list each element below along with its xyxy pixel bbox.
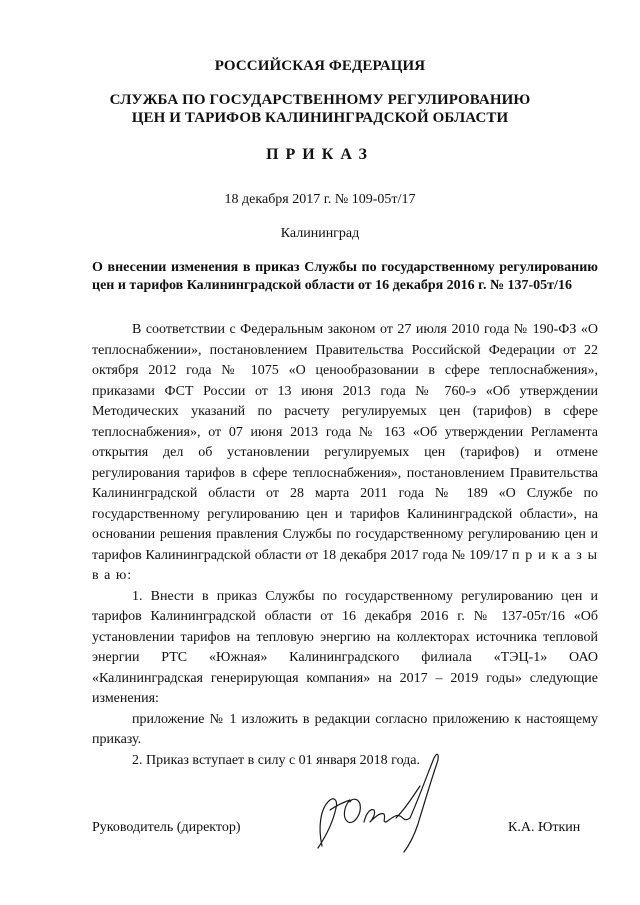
- date-and-number: 18 декабря 2017 г. № 109-05т/17: [224, 192, 416, 207]
- order-word: п р и к а з ы в а ю:: [92, 547, 599, 583]
- city: Калининград: [280, 226, 360, 241]
- item-2-paragraph: 2. Приказ вступает в силу с 01 января 2018 года.: [132, 752, 421, 768]
- order-subject: О внесении изменения в приказ Службы по государственному регулированию цен и тарифов Калининградской области от 16 декабря 2016 г. № 137-05т/16: [92, 260, 598, 293]
- document-type-heading: ПРИКАЗ: [266, 146, 374, 163]
- agency-heading-line1: СЛУЖБА ПО ГОСУДАРСТВЕННОМУ РЕГУЛИРОВАНИЮ: [109, 92, 531, 108]
- item-1-subparagraph: приложение № 1 изложить в редакции согласно приложению к настоящему приказу.: [92, 711, 598, 747]
- order-body: [92, 320, 598, 771]
- handwritten-signature: [300, 748, 450, 858]
- preamble-text: В соответствии с Федеральным законом от 27 июля 2010 года № 190-ФЗ «О теплоснабжении», постановлением Правительства Российской Федерации от 22 октября 2012 года № 1075 «О ценообразовании в сфере теплоснабжения», приказами ФСТ России от 13 июня 2013 года № 760-э «Об утверждении Методических указаний по расчету регулируемых цен (тарифов) в сфере теплоснабжения», от 07 июня 2013 года № 163 «Об утверждении Регламента открытия дел об установлении регулируемых цен (тарифов) и отмене регулирования тарифов в сфере теплоснабжения», постановлением Правительства Калининградской области от 28 марта 2011 года № 189 «О Службе по государственному регулированию цен и тарифов Калининградской области», на основании решения правления Службы по государственному регулированию цен и тарифов Калининградской области от 18 декабря 2017 года № 109/17: [92, 322, 598, 563]
- signatory-name: К.А. Юткин: [508, 820, 581, 835]
- agency-heading-line2: ЦЕН И ТАРИФОВ КАЛИНИНГРАДСКОЙ ОБЛАСТИ: [131, 110, 509, 126]
- preamble-paragraph: [92, 320, 598, 587]
- federation-heading: РОССИЙСКАЯ ФЕДЕРАЦИЯ: [214, 58, 426, 74]
- signatory-role: Руководитель (директор): [92, 820, 241, 835]
- item-1-paragraph: 1. Внести в приказ Службы по государственному регулированию цен и тарифов Калининградской области от 16 декабря 2016 г. № 137-05т/16 «Об установлении тарифов на тепловую энергию на коллекторах источника тепловой энергии РТС «Южная» Калининградского филиала «ТЭЦ-1» ОАО «Калининградская генерирующая компания» на 2017 – 2019 годы» следующие изменения:: [92, 588, 598, 706]
